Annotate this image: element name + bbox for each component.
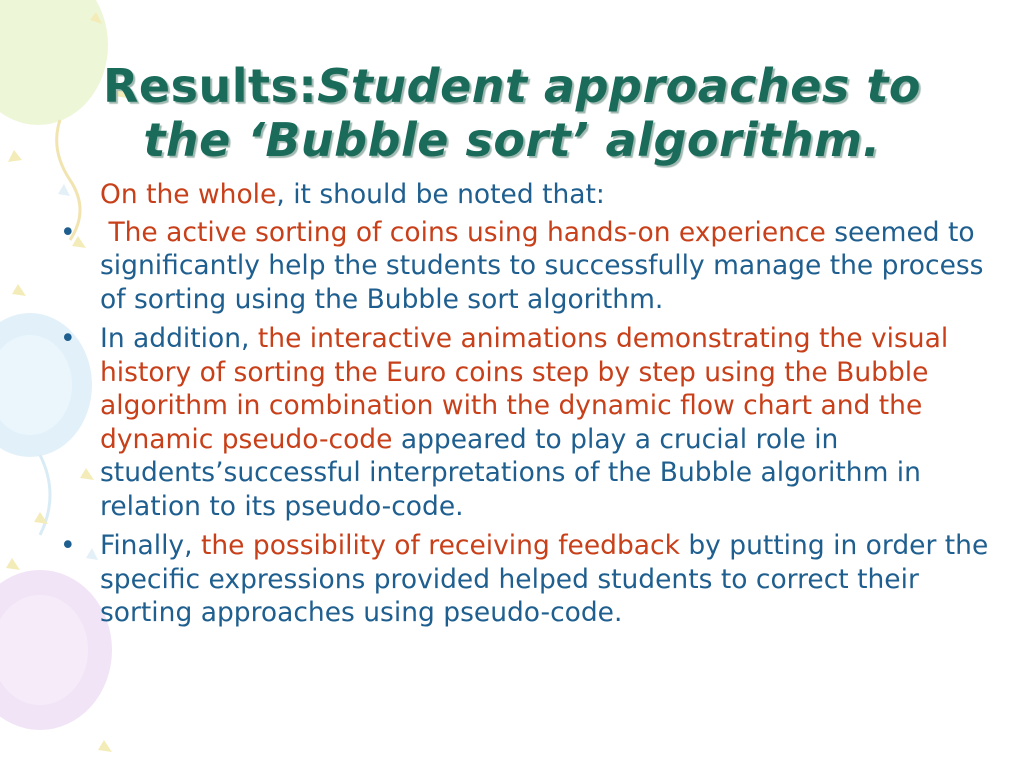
- title-italic-line1: Student approaches to: [317, 58, 921, 113]
- title-italic-line2: the ‘Bubble sort’ algorithm.: [143, 112, 881, 167]
- slide-body: [58, 178, 1008, 636]
- bullet-marker: •: [60, 530, 76, 561]
- bullet-2-pre: In addition,: [100, 323, 258, 354]
- slide-title: [40, 59, 984, 167]
- bullet-item-3: [58, 529, 1008, 630]
- lead-highlight: On the whole: [100, 179, 277, 210]
- lead-sentence: [58, 178, 1008, 212]
- bullet-3-rest: by putting in order the specific expressions provided helped students to correct their sorting approaches using pseudo-code.: [100, 530, 989, 628]
- bullet-marker: •: [60, 323, 76, 354]
- bullet-item-1: [58, 216, 1008, 317]
- bullet-3-pre: Finally,: [100, 530, 201, 561]
- bullet-2-highlight: the interactive animations demonstrating the visual history of sorting the Euro coins step by step using the Bubble algorithm in combination with the dynamic flow chart and the dynamic pseudo-code: [100, 323, 949, 455]
- bullet-marker: •: [60, 216, 76, 248]
- bullet-2-rest: appeared to play a crucial role in students’successful interpretations of the Bubble algorithm in relation to its pseudo-code.: [100, 423, 921, 522]
- lead-rest: , it should be noted that:: [276, 179, 605, 210]
- bullet-1-highlight: The active sorting of coins using hands-on experience: [108, 216, 826, 248]
- bullet-list: [58, 216, 1008, 630]
- bullet-1-rest: seemed to significantly help the students to successfully manage the process of sorting using the Bubble sort algorithm.: [100, 216, 984, 315]
- bullet-3-highlight: the possibility of receiving feedback: [200, 530, 680, 561]
- bullet-item-2: [58, 322, 1008, 523]
- title-prefix: Results:: [103, 58, 318, 113]
